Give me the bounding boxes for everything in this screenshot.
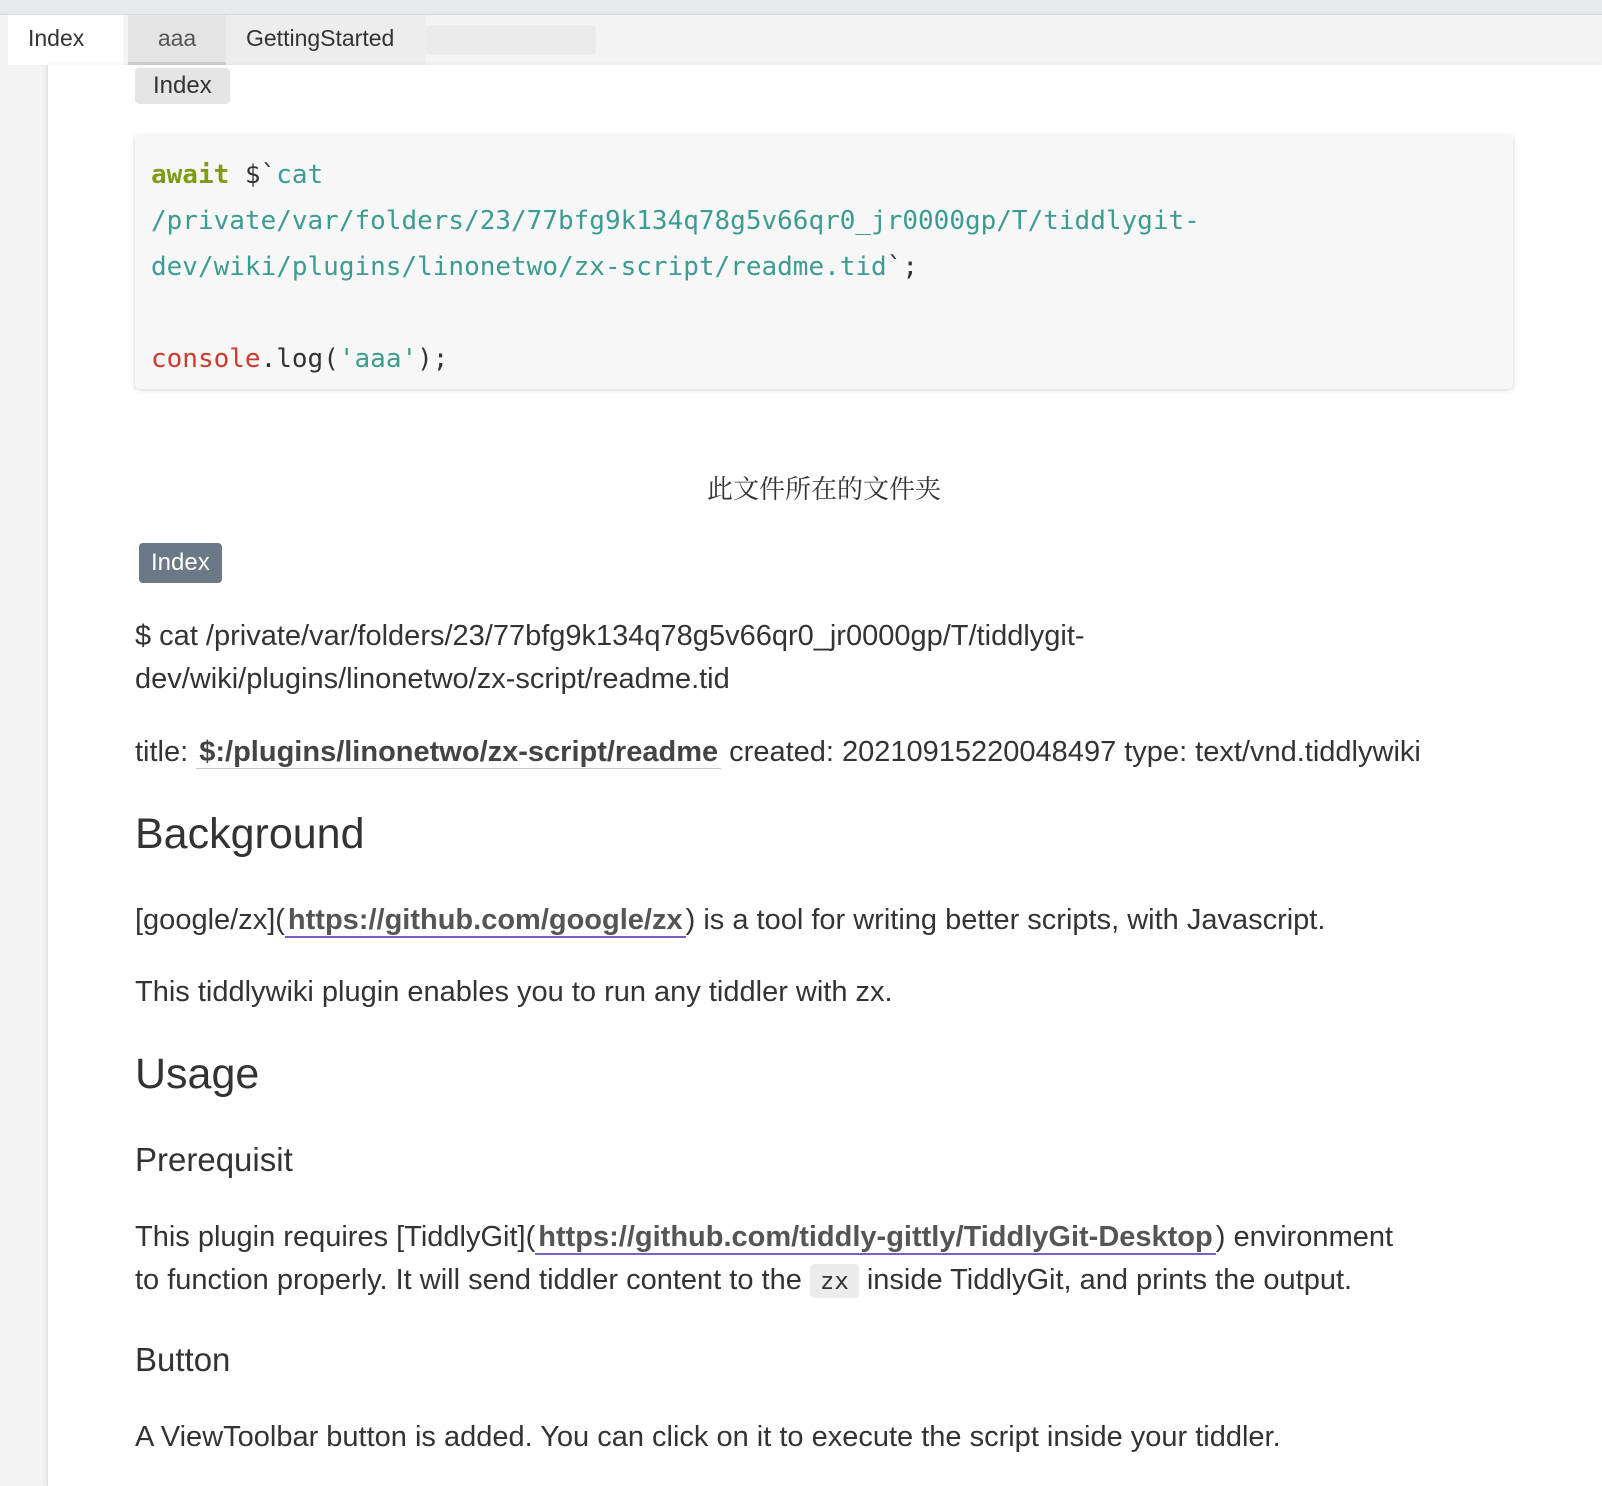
tab-index[interactable]: Index (8, 15, 123, 65)
meta-title-link[interactable]: $:/plugins/linonetwo/zx-script/readme (196, 736, 721, 769)
prereq-mid: ) environment (1215, 1221, 1394, 1253)
prereq-line2-a: to function properly. It will send tiddler content to the (135, 1264, 810, 1296)
plugin-paragraph: This tiddlywiki plugin enables you to run any tiddler with zx. (135, 976, 893, 1008)
code-log-end: ); (417, 344, 449, 374)
heading-prerequisit: Prerequisit (135, 1141, 293, 1178)
bg-suffix: ) is a tool for writing better scripts, with Javascript. (685, 904, 1326, 936)
code-block (135, 135, 1513, 389)
code-log-call: .log( (260, 344, 339, 374)
window-top-strip (0, 0, 1602, 15)
code-path-line2: dev/wiki/plugins/linonetwo/zx-script/readme.tid (151, 252, 887, 282)
code-await-keyword: await (151, 160, 230, 190)
meta-line (135, 731, 1535, 774)
prereq-prefix: This plugin requires [TiddlyGit]( (135, 1221, 536, 1253)
meta-title-label: title: (135, 736, 189, 768)
cat-output-line2: dev/wiki/plugins/linonetwo/zx-script/readme.tid (135, 663, 730, 695)
code-path-end: `; (886, 252, 919, 282)
tab-aaa[interactable]: aaa (128, 15, 226, 65)
heading-background: Background (135, 810, 365, 858)
heading-button: Button (135, 1341, 231, 1378)
bg-prefix: [google/zx]( (135, 904, 285, 936)
prerequisit-paragraph (135, 1216, 1535, 1303)
tag-pill-index[interactable]: Index (135, 68, 230, 104)
google-zx-link[interactable]: https://github.com/google/zx (285, 904, 686, 938)
tiddlygit-link[interactable]: https://github.com/tiddly-gittly/TiddlyGit-Desktop (535, 1221, 1215, 1255)
inline-code-zx: zx (810, 1264, 859, 1298)
background-paragraph (135, 899, 1535, 942)
cat-output-line1: $ cat /private/var/folders/23/77bfg9k134q78g5v66qr0_jr0000gp/T/tiddlygit- (135, 620, 1085, 652)
heading-usage: Usage (135, 1050, 260, 1098)
tab-getting-started[interactable]: GettingStarted (226, 15, 426, 65)
code-cat: cat (276, 160, 324, 190)
tiddler-frame (47, 65, 1602, 1486)
meta-rest: created: 20210915220048497 type: text/vnd.tiddlywiki (729, 736, 1421, 768)
open-folder-label[interactable]: 此文件所在的文件夹 (706, 474, 941, 504)
button-paragraph: A ViewToolbar button is added. You can click on it to execute the script inside your tiddler. (135, 1421, 1281, 1453)
code-log-arg: 'aaa' (338, 344, 418, 374)
tag-badge-index[interactable]: Index (139, 543, 222, 583)
prereq-line2-b: inside TiddlyGit, and prints the output. (858, 1264, 1353, 1296)
code-console: console (151, 344, 261, 374)
cat-output (135, 615, 1535, 701)
code-path-line1: /private/var/folders/23/77bfg9k134q78g5v66qr0_jr0000gp/T/tiddlygit- (151, 206, 1200, 236)
code-template-start: $` (229, 160, 277, 190)
tab-placeholder (426, 25, 596, 55)
story-tab-bar (0, 15, 1602, 65)
